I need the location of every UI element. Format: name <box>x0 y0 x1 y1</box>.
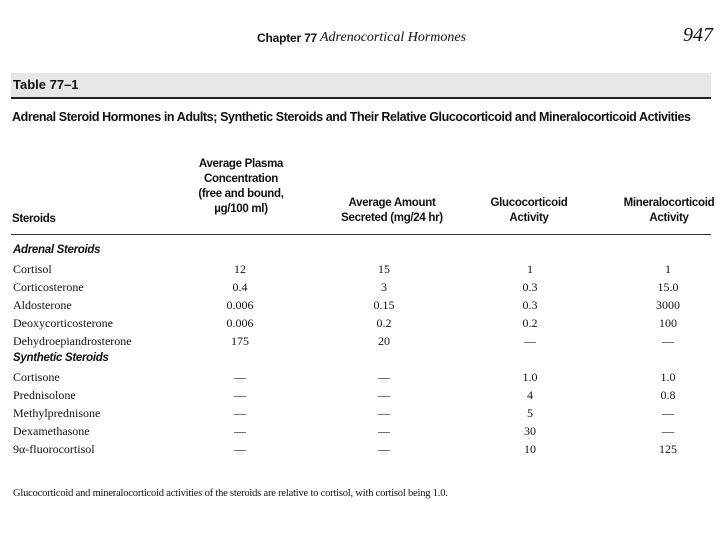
table-row <box>0 442 720 459</box>
cell-amount: 0.2 <box>376 316 392 330</box>
cell-amount: — <box>378 370 390 384</box>
column-header-amount-secreted <box>336 196 448 226</box>
cell-gluco: 5 <box>527 406 533 420</box>
cell-gluco: 0.3 <box>522 298 538 312</box>
cell-amount: — <box>378 424 390 438</box>
column-header-line: Average Amount <box>348 197 436 209</box>
page-number: 947 <box>683 24 713 46</box>
column-header-glucocorticoid-activity <box>483 196 575 226</box>
cell-plasma: 0.006 <box>226 298 254 312</box>
table-row <box>0 280 720 297</box>
column-header-mineralocorticoid-activity <box>620 196 718 226</box>
cell-plasma: 175 <box>231 334 249 348</box>
table-title: Adrenal Steroid Hormones in Adults; Synthetic Steroids and Their Relative Glucocorticoid and Mineralocorticoid Activities <box>12 110 691 124</box>
cell-amount: — <box>378 388 390 402</box>
column-header-line: Activity <box>649 212 689 224</box>
cell-plasma: 0.006 <box>226 316 254 330</box>
cell-gluco: 1.0 <box>522 370 538 384</box>
cell-amount: 15 <box>378 262 390 276</box>
cell-amount: — <box>378 406 390 420</box>
column-header-line: Activity <box>509 212 549 224</box>
table-top-rule <box>11 97 711 99</box>
table-row <box>0 406 720 423</box>
section-title-synthetic-steroids: Synthetic Steroids <box>13 352 109 364</box>
column-header-line: Concentration <box>203 173 279 185</box>
column-header-steroids: Steroids <box>12 213 56 225</box>
column-header-line: (free and bound, <box>198 188 284 200</box>
column-header-line: Secreted (mg/24 hr) <box>341 212 443 224</box>
cell-gluco: 1 <box>527 262 533 276</box>
cell-plasma: — <box>234 388 246 402</box>
table-footnote: Glucocorticoid and mineralocorticoid activities of the steroids are relative to cortisol, with cortisol being 1.0. <box>13 488 448 499</box>
cell-amount: 0.15 <box>373 298 395 312</box>
column-header-plasma-concentration <box>185 157 297 217</box>
cell-plasma: — <box>234 370 246 384</box>
cell-amount: — <box>378 442 390 456</box>
cell-gluco: 0.2 <box>522 316 538 330</box>
section-title-adrenal-steroids: Adrenal Steroids <box>13 244 101 256</box>
cell-mineral: 125 <box>659 442 677 456</box>
cell-gluco: 4 <box>527 388 533 402</box>
table-row <box>0 388 720 405</box>
cell-mineral: 1.0 <box>660 370 676 384</box>
cell-steroid-name: Deoxycorticosterone <box>13 316 113 330</box>
column-header-line: µg/100 ml) <box>214 203 268 215</box>
table-row <box>0 262 720 279</box>
cell-steroid-name: Methylprednisone <box>13 406 101 420</box>
cell-gluco: 0.3 <box>522 280 538 294</box>
cell-mineral: 15.0 <box>657 280 679 294</box>
cell-mineral: — <box>662 406 674 420</box>
table-label-bar <box>11 73 711 97</box>
cell-steroid-name: Dehydroepiandrosterone <box>13 334 132 348</box>
table-row <box>0 298 720 315</box>
cell-plasma: — <box>234 424 246 438</box>
cell-steroid-name: Corticosterone <box>13 280 84 294</box>
cell-steroid-name: Cortisone <box>13 370 60 384</box>
table-row <box>0 316 720 333</box>
cell-amount: 3 <box>381 280 387 294</box>
cell-gluco: 10 <box>524 442 536 456</box>
cell-steroid-name: Cortisol <box>13 262 52 276</box>
cell-mineral: 1 <box>665 262 671 276</box>
cell-amount: 20 <box>378 334 390 348</box>
cell-mineral: — <box>662 334 674 348</box>
cell-steroid-name: Prednisolone <box>13 388 76 402</box>
table-row <box>0 334 720 351</box>
cell-plasma: — <box>234 406 246 420</box>
cell-steroid-name: Dexamethasone <box>13 424 90 438</box>
cell-steroid-name: 9α-fluorocortisol <box>13 442 95 456</box>
cell-mineral: 100 <box>659 316 677 330</box>
cell-plasma: — <box>234 442 246 456</box>
chapter-title: Adrenocortical Hormones <box>320 30 467 45</box>
cell-gluco: — <box>524 334 536 348</box>
cell-plasma: 12 <box>234 262 246 276</box>
cell-gluco: 30 <box>524 424 536 438</box>
cell-mineral: — <box>662 424 674 438</box>
cell-mineral: 0.8 <box>660 388 676 402</box>
table-label: Table 77–1 <box>13 77 79 92</box>
cell-plasma: 0.4 <box>232 280 248 294</box>
header-bottom-rule <box>11 234 711 235</box>
table-row <box>0 370 720 387</box>
table-row <box>0 424 720 441</box>
column-header-line: Mineralocorticoid <box>623 197 715 209</box>
cell-mineral: 3000 <box>656 298 680 312</box>
column-header-line: Glucocorticoid <box>490 197 568 209</box>
column-header-line: Average Plasma <box>198 158 284 170</box>
chapter-number: Chapter 77 <box>257 31 318 45</box>
cell-steroid-name: Aldosterone <box>13 298 72 312</box>
